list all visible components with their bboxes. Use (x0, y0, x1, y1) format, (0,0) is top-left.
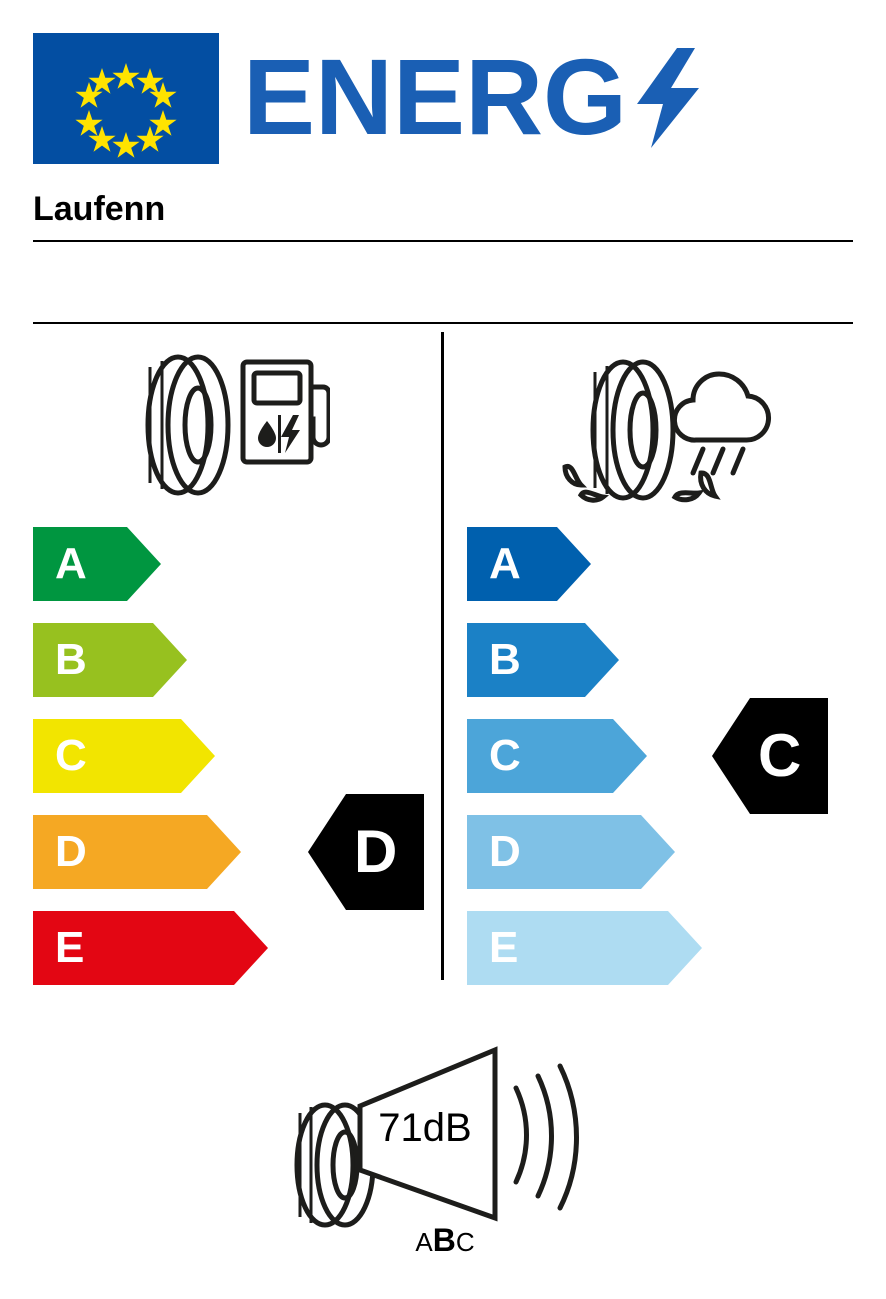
fuel-selected-letter: D (354, 818, 398, 885)
grade-letter: C (55, 731, 87, 780)
tyre-fuel-pump-icon (120, 345, 330, 505)
grade-arrow-shape (33, 527, 161, 601)
eu-flag-icon (33, 33, 219, 164)
fuel-grade-a (33, 527, 161, 601)
wet-grip-grade-a (467, 527, 591, 601)
wet-grip-grade-d (467, 815, 675, 889)
divider-top-classes (33, 322, 853, 324)
grade-letter: A (55, 539, 87, 588)
wet-grip-selected-letter: C (758, 722, 802, 789)
grade-letter: B (55, 635, 87, 684)
fuel-selected-marker (308, 794, 424, 910)
grade-arrow-shape (467, 527, 591, 601)
fuel-grade-d (33, 815, 241, 889)
lightning-bolt-icon (637, 48, 705, 148)
wet-grip-grade-c (467, 719, 647, 793)
wet-grip-grade-e (467, 911, 702, 985)
wet-grip-grade-b (467, 623, 619, 697)
noise-value: 71dB (378, 1106, 472, 1150)
grade-letter: C (489, 731, 521, 780)
grade-letter: B (489, 635, 521, 684)
grade-letter: D (55, 827, 87, 876)
brand-name: Laufenn (33, 190, 166, 228)
noise-class-c: C (455, 1227, 475, 1257)
noise-class-row (385, 1222, 505, 1259)
fuel-grade-e (33, 911, 268, 985)
grade-letter: E (55, 923, 85, 972)
grade-letter: A (489, 539, 521, 588)
noise-class-b: B (432, 1222, 456, 1258)
divider-vertical (441, 332, 444, 980)
energ-wordmark: ENERG (243, 36, 628, 157)
grade-letter: D (489, 827, 521, 876)
fuel-grade-b (33, 623, 187, 697)
grade-letter: E (489, 923, 519, 972)
wet-grip-selected-marker (712, 698, 828, 814)
noise-class-a: A (415, 1227, 433, 1257)
fuel-grade-c (33, 719, 215, 793)
divider-under-brand (33, 240, 853, 242)
tyre-rain-cloud-icon (525, 345, 790, 520)
